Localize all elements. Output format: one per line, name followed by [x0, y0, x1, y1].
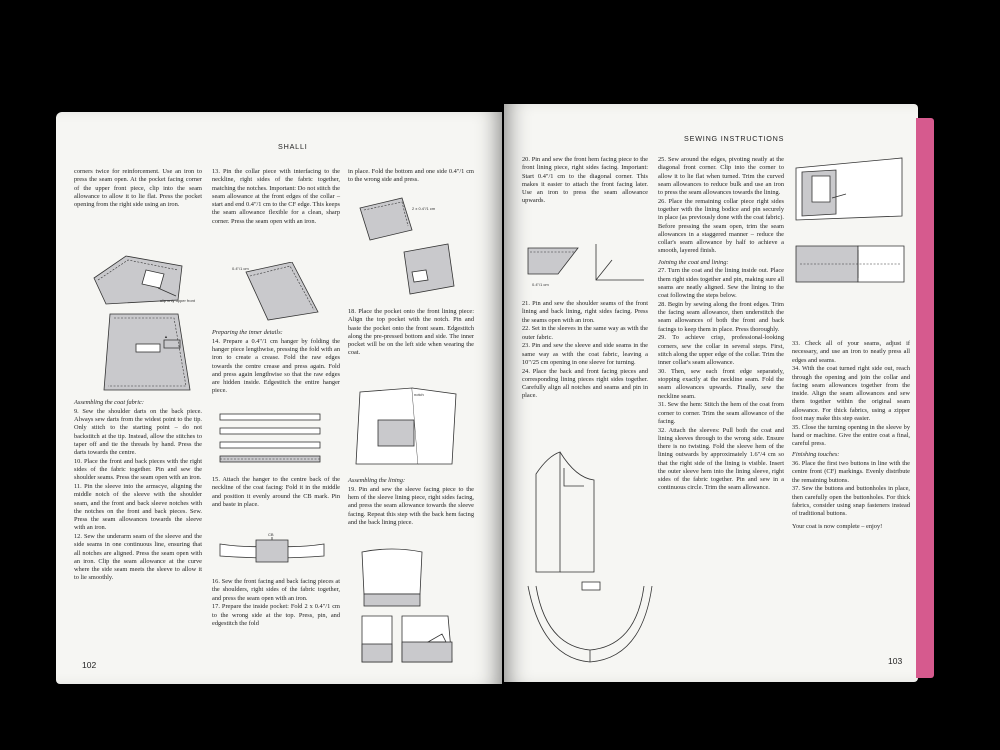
left-col-2c — [212, 476, 340, 510]
step-23: 23. Pin and sew the sleeve and side seams in the same way as with the coat fabric, leaving a 10"/25 cm opening in one sleeve for turning. — [522, 342, 648, 366]
left-col-2d — [212, 578, 340, 629]
figure-hanger-cb — [216, 526, 328, 574]
running-head-right: SEWING INSTRUCTIONS — [684, 134, 785, 143]
step-31: 31. Sew the hem: Stitch the hem of the coat from corner to corner. Trim the seam allowance of the facing. — [658, 401, 784, 425]
figure-label: 2 x 0.4"/1 cm — [412, 206, 436, 211]
section-head: Assembling the lining: — [348, 477, 406, 484]
step-12: 12. Sew the underarm seam of the sleeve and the side seams in one continuous line, ensuring that all notches are aligned. Press the seam open with an iron. Clip the seam allowance at the curve where the side seam meets the sleeve to allow it to lie smoothly. — [74, 533, 202, 582]
cb-mark-label: CB — [268, 532, 274, 537]
step-15: 15. Attach the hanger to the centre back of the neckline of the coat facing: Fold it in the middle and position it evenly around the CB mark. Pin and baste in place. — [212, 476, 340, 508]
left-col-3b — [348, 308, 474, 358]
figure-label: 0.4"/1 cm — [532, 282, 549, 287]
right-col-1 — [522, 156, 648, 206]
step-18: 18. Place the pocket onto the front lining piece: Align the top pocket with the notch. Pin and baste the pocket onto the front seam. Edgestitch along the pre-pressed bottom and side. The inner pocket will be on the left side when wearing the coat. — [348, 308, 474, 357]
step-25: 25. Sew around the edges, pivoting neatly at the diagonal front corner. Clip into the corner to allow it to lie flat when turned. Trim the curved seam allowances to reduce bulk and use an iron to press the seam allowances towards the lining. — [658, 156, 784, 196]
step-14: 14. Prepare a 0.4"/1 cm hanger by folding the hanger piece lengthwise, pressing the fold with an iron to create a crease. Fold the raw edges towards the centre crease and press again. Fold and press again lengthwise so that the raw edges are hidden inside. Edgestitch the entire hanger piece. — [212, 337, 340, 395]
section-head: Assembling the coat fabric: — [74, 399, 144, 406]
step-11: 11. Pin the sleeve into the armscye, aligning the middle notch of the sleeve with the shoulder seam, and the front and back sleeve notches with the notches on the front and back pieces. Sew. Press the seam allowances towards the sleeve with an iron. — [74, 483, 202, 532]
step-35: 35. Close the turning opening in the sleeve by hand or machine. Give the entire coat a final, careful press. — [792, 423, 910, 447]
iron-icon: ▲ — [164, 334, 168, 339]
step-29: 29. To achieve crisp, professional-looking corners, sew the collar in several steps. First, stitch along the upper edge of the collar. Trim the inner collar's seam allowance. — [658, 334, 784, 366]
figure-sleeve-facing — [352, 546, 462, 674]
step-24: 24. Place the back and front facing pieces and corresponding lining pieces right sides together. Carefully align all notches and seams and pin in place. — [522, 367, 648, 400]
right-col-1b — [522, 300, 648, 401]
section-head: Joining the coat and lining: — [658, 258, 729, 266]
closing-line: Your coat is now complete – enjoy! — [792, 522, 883, 530]
figure-front-hem — [524, 240, 648, 302]
page-number-right: 103 — [888, 656, 903, 666]
step-13: 13. Pin the collar piece with interfacing to the neckline, right sides of the fabric together, matching the notches. Important: Do not stitch the seam allowance at the front edges of the collar – start and end 0.4"/1 cm to the CF edge. This keeps the seam allowance flexible for a clean, sharp corner. Press the seam open with an iron. — [212, 168, 340, 225]
page-number-left: 102 — [82, 660, 97, 670]
step-16: 16. Sew the front facing and back facing pieces at the shoulders, right sides of the fabric together, and press the seam open with an iron. — [212, 578, 340, 602]
left-col-2b — [212, 326, 340, 396]
figure-collar — [228, 262, 324, 322]
left-col-3c — [348, 474, 474, 528]
step-27: 27. Turn the coat and the lining inside out. Place them right sides together and pin, making sure all seams are neatly aligned. Sew the lining to the coat following the steps below. — [658, 267, 784, 299]
running-head-left: SHALLI — [278, 142, 308, 151]
right-col-3 — [792, 340, 910, 532]
section-head: Finishing touches: — [792, 451, 840, 459]
step-26: 26. Place the remaining collar piece right sides together with the lining bodice and pin securely in place (as previously done with the coat fabric). Before pressing the seam open, trim the seam allowances in a staggered manner – reduce the collar's seam allowance by half to achieve a smooth, layered finish. — [658, 197, 784, 255]
step-34: 34. With the coat turned right side out, reach through the opening and join the collar and facing seam allowances together from the inside. Align the seam allowances and sew them together within the original seam allowance. For thick fabrics, using a zipper foot may make this step easier. — [792, 365, 910, 422]
step-20: 20. Pin and sew the front hem facing piece to the front lining piece, right sides facing. Important: Start 0.4"/1 cm to the diagonal corner. This makes it easier to attach the front facing later. Use an iron to press the seam allowance upwards. — [522, 156, 648, 205]
text-block: in place. Fold the bottom and one side 0.4"/1 cm to the wrong side and press. — [348, 168, 474, 184]
step-37: 37. Sew the buttons and buttonholes in place, then carefully open the buttonholes. For thick fabrics, consider using snap fasteners instead of traditional buttons. — [792, 485, 910, 517]
left-page — [56, 112, 502, 684]
right-page — [504, 104, 918, 682]
right-col-2 — [658, 156, 784, 493]
step-19: 19. Pin and sew the sleeve facing piece to the hem of the sleeve lining piece, right sides facing, and press the seam allowance towards the sleeve facing. Repeat this step with the back hem facing and the back lining piece. — [348, 485, 474, 526]
figure-pocket-press — [100, 310, 200, 394]
step-28: 28. Begin by sewing along the front edges. Trim the facing seam allowance, then understitch the seam allowances of both the front and back facings to keep them in place. Press thoroughly. — [658, 300, 784, 333]
step-33: 33. Check all of your seams, adjust if necessary, and use an iron to neatly press all edges and seams. — [792, 340, 910, 364]
figure-label: slip only upper front — [160, 298, 195, 303]
left-col-3 — [348, 168, 474, 185]
step-21: 21. Pin and sew the shoulder seams of the front lining and back lining, right sides facing. Press the seams open with an iron. — [522, 300, 648, 324]
figure-hanger-strips — [216, 410, 326, 466]
left-col-1 — [74, 168, 202, 210]
figure-pocket-lining — [352, 384, 462, 468]
left-col-2 — [212, 168, 340, 226]
step-36: 36. Place the first two buttons in line with the centre front (CF) markings. Evenly distribute the remaining buttons. — [792, 460, 910, 484]
figure-sleeve-joining — [792, 154, 908, 336]
text-block: corners twice for reinforcement. Use an iron to press the seam open. At the pocket facing corner of the upper front piece, clip into the seam allowance to allow it to lie flat. Press the pocket opening from the right side using an iron. — [74, 168, 202, 208]
section-head: Preparing the inner details: — [212, 329, 283, 336]
book-edge-accent — [916, 118, 934, 678]
left-col-1b — [74, 396, 202, 583]
step-22: 22. Set in the sleeves in the same way as with the outer fabric. — [522, 325, 648, 341]
step-10: 10. Place the front and back pieces with the right sides of the fabric together. Pin and sew the shoulder seams. Press the seam open with an iron. — [74, 457, 202, 482]
step-17: 17. Prepare the inside pocket: Fold 2 x 0.4"/1 cm to the wrong side at the top. Press, pin, and edgestitch the fold — [212, 603, 340, 627]
step-32: 32. Attach the sleeves: Pull both the coat and lining sleeves through to the wrong side. Ensure there is no twisting. Fold the sleeve hem of the lining outwards by approximately 1.6"/4 cm so that the right side of the lining is visible. Insert the outer sleeve hem into the lining sleeve, right sides of the fabric together. Pin and sew in a continuous circle. Trim the seam allowance. — [658, 426, 784, 492]
step-30: 30. Then, sew each front edge separately, stopping exactly at the neckline seam. Fold the seam allowances upwards. Finally, sew the neckline seam. — [658, 367, 784, 400]
figure-inside-pocket — [352, 196, 462, 300]
step-9: 9. Sew the shoulder darts on the back piece. Always sew darts from the widest point to the tip. Only stitch to the starting point – do not backstitch at the tip. Instead, allow the stitches to taper off and tie the threads by hand. Press the darts towards the centre. — [74, 407, 202, 456]
figure-pocket-corner — [86, 248, 196, 308]
notch-label: notch — [414, 392, 424, 397]
figure-coat-lining — [524, 422, 656, 678]
figure-label: 0.4"/1 cm — [232, 266, 249, 271]
